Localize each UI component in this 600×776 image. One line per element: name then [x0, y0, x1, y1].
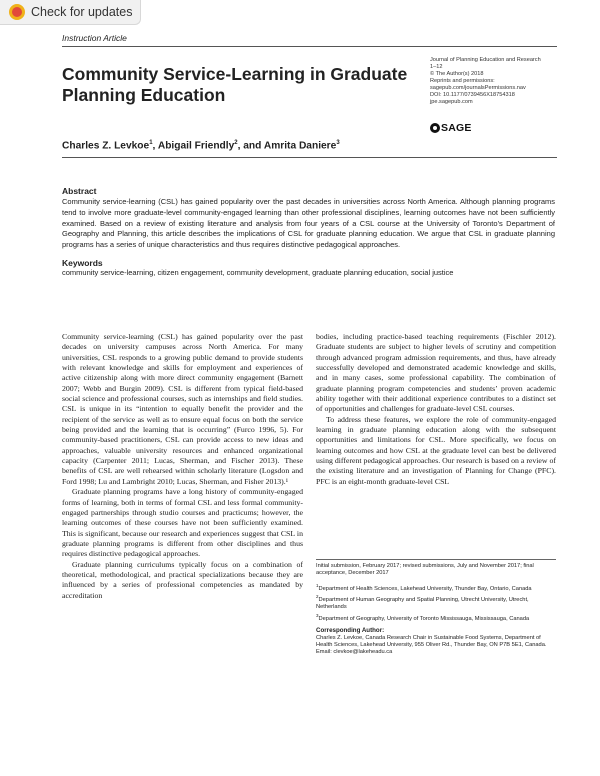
- body-paragraph: bodies, including practice-based teaching requirements (Fischler 2012). Graduate students are subject to higher levels of scrutiny and competition through advanced program admission requirements, and thus, have already successfully developed and demonstrated academic knowledge and skills, and in many cases, some professional capability. The combination of graduate planning program competencies and students’ proven academic ability together with their additional experience contributes to a distinct set of opportunities and challenges for graduate-level CSL courses.: [316, 332, 556, 414]
- affiliation-text: Department of Human Geography and Spatial Planning, Utrecht University, Utrecht, Netherlands: [316, 597, 529, 611]
- keywords-heading: Keywords: [62, 258, 103, 268]
- permissions-link[interactable]: sagepub.com/journalsPermissions.nav: [430, 85, 526, 91]
- page-range: 1–12: [430, 64, 443, 70]
- check-for-updates-badge[interactable]: [0, 0, 141, 25]
- keywords-text: community service-learning, citizen engagement, community development, graduate planning education, social justice: [62, 268, 454, 277]
- author-separator: ,: [152, 140, 158, 152]
- affiliation-item: [316, 593, 556, 612]
- header-divider: [62, 46, 557, 47]
- author-affiliation-marker: 2: [234, 140, 238, 146]
- author-name: Charles Z. Levkoe: [62, 140, 150, 152]
- affiliations: [316, 582, 556, 623]
- author-name: Abigail Friendly: [157, 140, 235, 152]
- affiliation-marker: 1: [316, 582, 319, 588]
- affiliation-item: [316, 582, 556, 593]
- body-paragraph: Community service-learning (CSL) has gained popularity over the past decades on university campuses across North America. For many universities, CSL responds to a growing public demand to provide students with relevant knowledge and skills for employment and experiences of active citizenship along with more direct community engagement (Barnett 2007; Webb and Burgin 2009). CSL is different from typical field-based social science and professional courses, such as internships and field studies. CSL is unique in its “intention to equally benefit the provider and the recipient of the service as well as to ensure equal focus on both the service being provided and the learning that is occurring” (Furco 1996, 5). For community-based practitioners, CSL can provide access to new ideas and approaches, valuable university resources and enhanced organizational capacity (Carpenter 2011; Lucas, Sherman, and Fischer 2013). These benefits of CSL are well rehearsed within scholarly literature (Logsdon and Ford 1998; Lu and Lambright 2010; Lucas, Sherman, and Fisher 2013).¹: [62, 332, 303, 486]
- corresponding-author-email[interactable]: Email: clevkoe@lakeheadu.ca: [316, 649, 393, 656]
- publisher-name: SAGE: [441, 122, 472, 134]
- copyright: © The Author(s) 2018: [430, 71, 484, 77]
- authors-divider: [62, 157, 557, 158]
- body-paragraph: Graduate planning programs have a long history of community-engaged forms of learning, both in terms of formal CSL and less formal community-engaged partnerships through studio courses and practicums; however, the learning outcomes of these courses have not been sufficiently examined. This is significant, because our research and experiences suggest that CSL in graduate planning programs is different from other disciplines and thus requires distinctive pedagogical approaches.: [62, 487, 303, 559]
- author-affiliation-marker: 3: [336, 140, 340, 146]
- doi[interactable]: DOI: 10.1177/0739456X18754318: [430, 92, 515, 98]
- corresponding-author-heading: Corresponding Author:: [316, 627, 385, 635]
- journal-name: Journal of Planning Education and Research: [430, 57, 541, 63]
- abstract-heading: Abstract: [62, 186, 97, 196]
- body-column-left: [62, 332, 303, 601]
- author-list: [62, 140, 340, 151]
- check-for-updates-label: Check for updates: [31, 5, 133, 19]
- submission-history: Initial submission, February 2017; revised submissions, July and November 2017; final acceptance, December 2017: [316, 563, 534, 577]
- footnotes: [316, 563, 556, 657]
- body-paragraph: To address these features, we explore the role of community-engaged learning in graduate planning education along with the subsequent opportunities and limitations for CSL. More specifically, we focus on learning outcomes and how CSL at the graduate level can best be delivered using different pedagogical approaches. Our research is based on a review of the existing literature and an investigation of Planning for Change (PFC). PFC is an eight-month graduate-level CSL: [316, 414, 556, 486]
- footnote-divider: [316, 559, 556, 560]
- journal-meta: [430, 57, 560, 106]
- affiliation-marker: 3: [316, 612, 319, 618]
- journal-url[interactable]: jpe.sagepub.com: [430, 99, 473, 105]
- affiliation-item: [316, 612, 556, 623]
- author-name: Amrita Daniere: [263, 140, 337, 152]
- sage-logo-icon: [430, 123, 440, 133]
- body-paragraph: Graduate planning curriculums typically focus on a combination of theoretical, methodological, and practical specializations because they are influenced by a series of professional competencies as mandated by accreditation: [62, 559, 303, 600]
- affiliation-text: Department of Geography, University of Toronto Mississauga, Mississauga, Canada: [318, 615, 530, 622]
- corresponding-author-text: Charles Z. Levkoe, Canada Research Chair in Sustainable Food Systems, Department of Health Sciences, Lakehead University, 955 Oliver Rd., Thunder Bay, ON P7B 5E1, Canada.: [316, 634, 547, 648]
- body-column-right: [316, 332, 556, 487]
- author-affiliation-marker: 1: [149, 140, 153, 146]
- crossmark-icon: [9, 4, 25, 20]
- affiliation-marker: 2: [316, 594, 319, 600]
- author-separator: , and: [237, 140, 264, 152]
- abstract-text: Community service-learning (CSL) has gained popularity over the past decades in universities across North America. Although planning programs tend to involve more graduate-level community-engaged learning than other professional disciplines, learning outcomes have not been sufficiently examined. Based on a review of existing literature and analysis from four years of a CSL course at the University of Toronto’s Department of Geography and Planning, this article describes the implications of CSL for graduate planning education. We argue that CSL in graduate planning programs has a series of unique characteristics and thus requires distinctive pedagogical approaches.: [62, 197, 555, 250]
- article-title: Community Service-Learning in Graduate Planning Education: [62, 64, 408, 105]
- sage-logo: [430, 122, 472, 134]
- affiliation-text: Department of Health Sciences, Lakehead University, Thunder Bay, Ontario, Canada: [318, 585, 532, 592]
- article-type: Instruction Article: [62, 33, 127, 43]
- reprints-label: Reprints and permissions:: [430, 78, 495, 84]
